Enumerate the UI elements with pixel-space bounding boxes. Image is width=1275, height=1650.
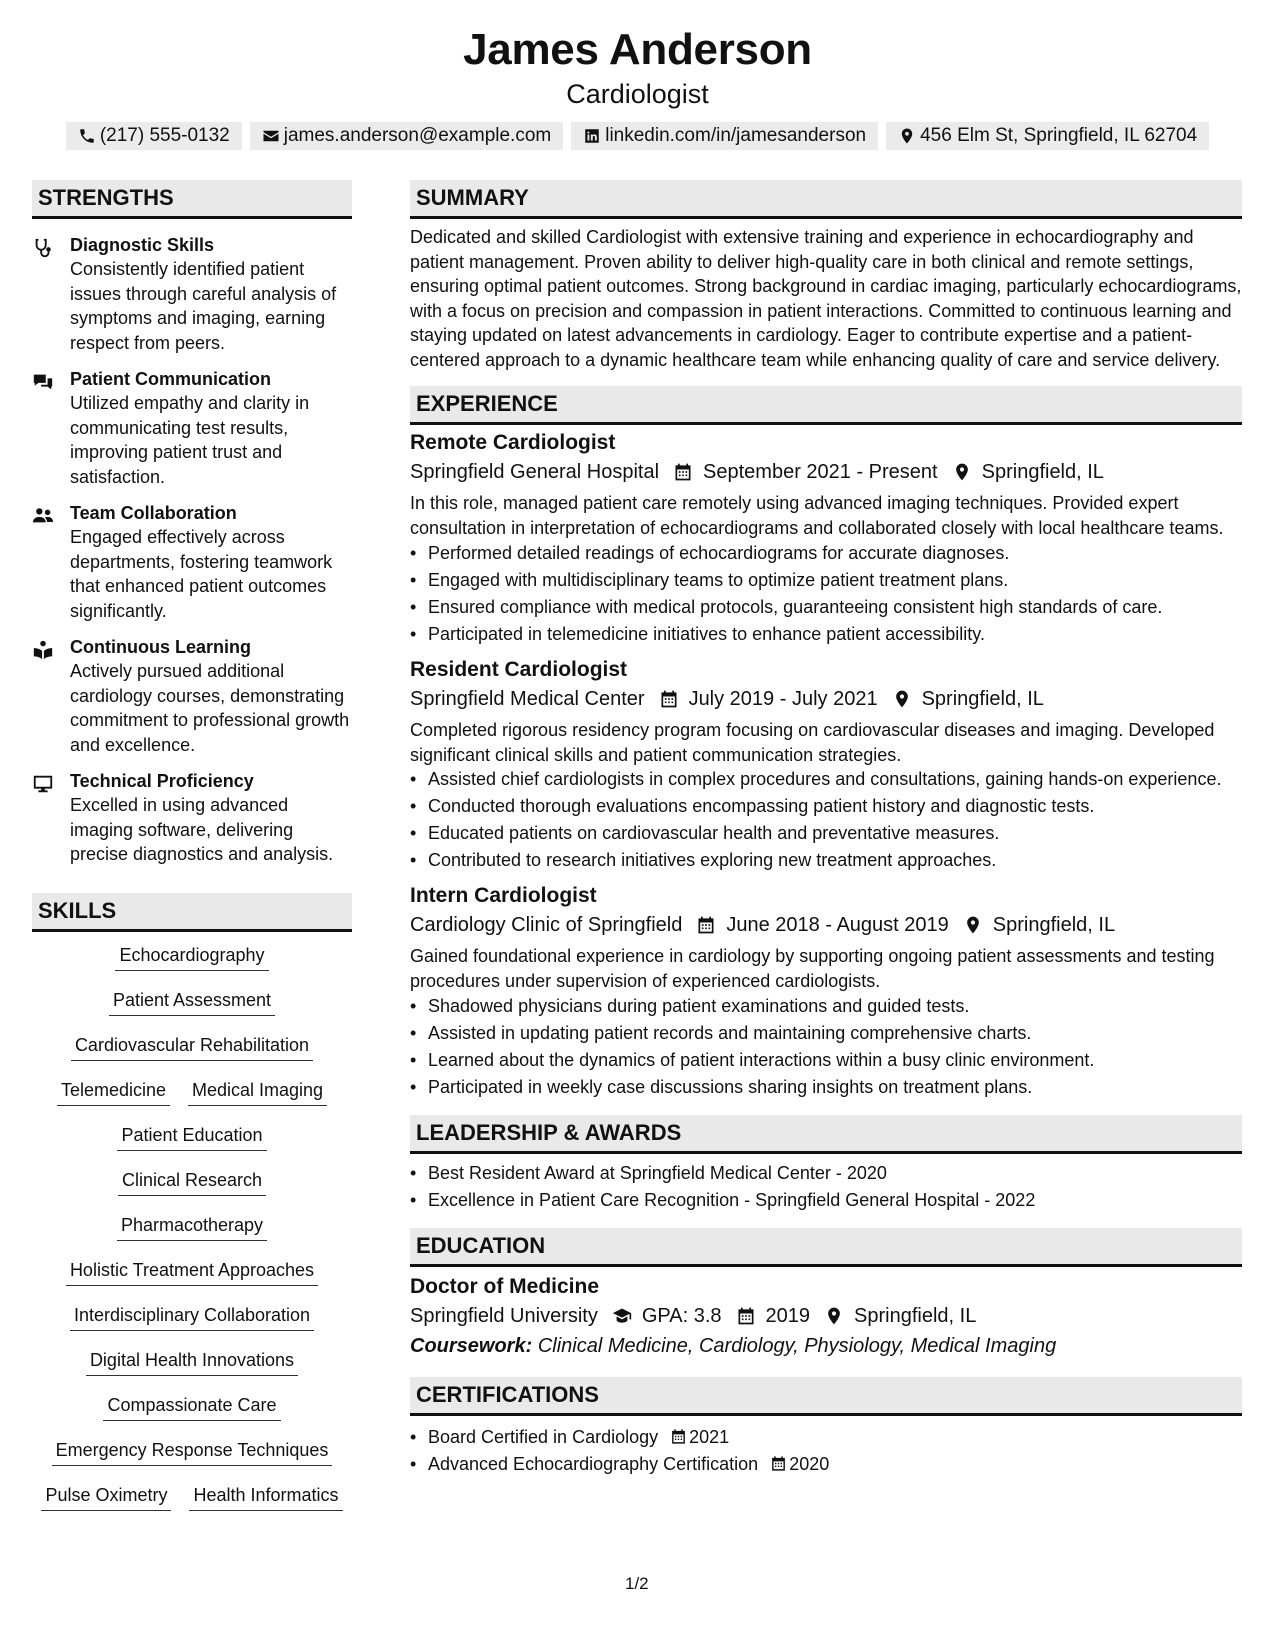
list-item: • Participated in telemedicine initiatives to enhance patient accessibility. — [410, 621, 1242, 648]
contact-address — [886, 122, 1209, 150]
list-item: • Excellence in Patient Care Recognition - Springfield General Hospital - 2022 — [410, 1187, 1242, 1214]
strength-item — [32, 635, 352, 757]
strength-description: Engaged effectively across departments, fostering teamwork that enhanced patient outcomes significantly. — [70, 527, 333, 621]
strength-item — [32, 501, 352, 623]
job-description: Gained foundational experience in cardiology by supporting ongoing patient assessments and testing procedures under supervision of experienced cardiologists. — [410, 946, 1215, 991]
list-item: • Ensured compliance with medical protocols, guaranteeing consistent high standards of care. — [410, 594, 1242, 621]
awards-list — [410, 1160, 1242, 1214]
graduation-cap-icon — [612, 1306, 632, 1326]
strengths-heading: STRENGTHS — [32, 180, 352, 219]
strength-title: Team Collaboration — [70, 503, 237, 523]
education-meta — [410, 1301, 1242, 1331]
list-item: • Engaged with multidisciplinary teams to optimize patient treatment plans. — [410, 567, 1242, 594]
job-entry — [410, 429, 1242, 648]
certification-name: Board Certified in Cardiology — [428, 1427, 659, 1447]
strength-title: Patient Communication — [70, 369, 272, 389]
skill-tag: Pulse Oximetry — [41, 1482, 171, 1511]
list-item: • Assisted chief cardiologists in complex procedures and consultations, gaining hands-on experience. — [410, 767, 1242, 793]
list-item: • Best Resident Award at Springfield Medical Center - 2020 — [410, 1160, 1242, 1187]
certification-year: 2020 — [789, 1454, 830, 1474]
list-item: • Educated patients on cardiovascular health and preventative measures. — [410, 820, 1242, 847]
calendar-icon — [659, 689, 679, 709]
map-pin-icon — [952, 462, 972, 482]
degree-title: Doctor of Medicine — [410, 1275, 600, 1298]
contact-linkedin[interactable] — [571, 122, 878, 150]
strength-description: Utilized empathy and clarity in communicating test results, improving patient trust and satisfaction. — [70, 393, 310, 487]
skill-tag: Pharmacotherapy — [117, 1212, 267, 1241]
map-pin-icon — [892, 689, 912, 709]
calendar-icon — [670, 1428, 687, 1445]
map-pin-icon — [963, 915, 983, 935]
summary-heading: SUMMARY — [410, 180, 1242, 219]
list-item: • Shadowed physicians during patient examinations and guided tests. — [410, 993, 1242, 1020]
education-entry — [410, 1273, 1242, 1361]
job-description: In this role, managed patient care remotely using advanced imaging techniques. Provided expert consultation in interpretation of echocardiograms and collaborated closely with local healthcare teams. — [410, 493, 1224, 538]
job-meta — [410, 457, 1242, 487]
comments-icon — [32, 371, 54, 393]
skill-tag: Compassionate Care — [103, 1392, 280, 1421]
job-description: Completed rigorous residency program focusing on cardiovascular diseases and imaging. Developed significant clinical skills and patient communication strategies. — [410, 720, 1215, 765]
skill-tag: Echocardiography — [115, 942, 268, 971]
strength-item — [32, 367, 352, 489]
strength-item — [32, 769, 352, 867]
calendar-icon — [736, 1306, 756, 1326]
contact-email[interactable] — [250, 122, 563, 150]
page-number: 1/2 — [625, 1574, 649, 1593]
list-item — [410, 1424, 1242, 1451]
calendar-icon — [770, 1455, 787, 1472]
job-meta — [410, 910, 1242, 940]
certifications-list — [410, 1424, 1242, 1478]
skill-tag: Digital Health Innovations — [86, 1347, 298, 1376]
job-location: Springfield, IL — [981, 461, 1104, 483]
skills-heading: SKILLS — [32, 893, 352, 932]
coursework-text: Clinical Medicine, Cardiology, Physiology, Medical Imaging — [537, 1335, 1057, 1357]
envelope-icon — [262, 127, 280, 145]
job-title: Remote Cardiologist — [410, 431, 616, 454]
calendar-icon — [673, 462, 693, 482]
skill-tag: Cardiovascular Rehabilitation — [71, 1032, 313, 1061]
strength-description: Consistently identified patient issues through careful analysis of symptoms and imaging, earning respect from peers. — [70, 259, 337, 353]
list-item: • Performed detailed readings of echocardiograms for accurate diagnoses. — [410, 540, 1242, 567]
skill-tag: Emergency Response Techniques — [52, 1437, 333, 1466]
right-column — [410, 180, 1242, 1478]
job-dates: June 2018 - August 2019 — [726, 914, 949, 936]
left-column — [32, 180, 352, 1527]
job-bullets — [410, 993, 1242, 1101]
job-title: Resident Cardiologist — [410, 658, 628, 681]
job-org: Springfield General Hospital — [410, 461, 660, 483]
education-year: 2019 — [765, 1305, 811, 1327]
skill-tag: Holistic Treatment Approaches — [66, 1257, 318, 1286]
awards-heading: LEADERSHIP & AWARDS — [410, 1115, 1242, 1154]
job-location: Springfield, IL — [992, 914, 1116, 936]
list-item: • Learned about the dynamics of patient interactions within a busy clinic environment. — [410, 1047, 1242, 1074]
contact-bar — [0, 122, 1275, 150]
desktop-icon — [32, 773, 54, 795]
job-dates: September 2021 - Present — [703, 461, 938, 483]
job-org: Cardiology Clinic of Springfield — [410, 914, 683, 936]
skill-tag: Patient Education — [117, 1122, 266, 1151]
contact-phone[interactable] — [66, 122, 242, 150]
strengths-list — [32, 219, 352, 867]
education-location: Springfield, IL — [854, 1305, 977, 1327]
skill-tag: Interdisciplinary Collaboration — [70, 1302, 314, 1331]
resume-header — [0, 0, 1275, 150]
strength-description: Excelled in using advanced imaging software, delivering precise diagnostics and analysis. — [70, 795, 334, 864]
summary-text: Dedicated and skilled Cardiologist with extensive training and experience in echocardiography and patient management. Proven ability to deliver high-quality care in both clinical and remote settings, ensuring optimal patient outcomes. Strong background in cardiac imaging, particularly echocardiograms, with a focus on precision and compassion in patient interactions. Committed to continuous learning and staying updated on latest advancements in cardiology. Eager to contribute expertise and a patient-centered approach to a dynamic healthcare team while enhancing quality of care and service delivery. — [410, 227, 1242, 370]
strength-title: Continuous Learning — [70, 637, 251, 657]
job-meta — [410, 684, 1242, 714]
map-pin-icon — [898, 127, 916, 145]
users-icon — [32, 505, 54, 527]
calendar-icon — [696, 915, 716, 935]
strength-description: Actively pursued additional cardiology courses, demonstrating commitment to professional growth and excellence. — [70, 661, 350, 755]
list-item: • Conducted thorough evaluations encompassing patient history and diagnostic tests. — [410, 793, 1242, 820]
skill-tag: Medical Imaging — [188, 1077, 327, 1106]
job-title: Intern Cardiologist — [410, 884, 597, 907]
strength-title: Diagnostic Skills — [70, 235, 215, 255]
coursework-label: Coursework: — [410, 1335, 533, 1357]
job-bullets — [410, 540, 1242, 648]
experience-heading: EXPERIENCE — [410, 386, 1242, 425]
list-item: • Participated in weekly case discussions sharing insights on treatment plans. — [410, 1074, 1242, 1101]
candidate-name: James Anderson — [463, 25, 812, 74]
address-text: 456 Elm St, Springfield, IL 62704 — [920, 125, 1198, 146]
list-item: • Assisted in updating patient records and maintaining comprehensive charts. — [410, 1020, 1242, 1047]
skill-tag: Telemedicine — [57, 1077, 170, 1106]
phone-icon — [78, 127, 96, 145]
skill-tag: Patient Assessment — [109, 987, 275, 1016]
school-name: Springfield University — [410, 1305, 598, 1327]
job-location: Springfield, IL — [921, 688, 1044, 710]
list-item: • Contributed to research initiatives exploring new treatment approaches. — [410, 847, 1242, 874]
email-text: james.anderson@example.com — [283, 125, 552, 146]
book-reader-icon — [32, 639, 54, 661]
strength-title: Technical Proficiency — [70, 771, 254, 791]
certifications-heading: CERTIFICATIONS — [410, 1377, 1242, 1416]
skill-tag: Health Informatics — [189, 1482, 342, 1511]
skills-list — [32, 932, 352, 1527]
skill-tag: Clinical Research — [118, 1167, 266, 1196]
job-entry — [410, 656, 1242, 874]
job-bullets — [410, 767, 1242, 874]
job-dates: July 2019 - July 2021 — [688, 688, 878, 710]
stethoscope-icon — [32, 237, 54, 259]
certification-year: 2021 — [689, 1427, 730, 1447]
job-entry — [410, 882, 1242, 1101]
job-org: Springfield Medical Center — [410, 688, 645, 710]
list-item — [410, 1451, 1242, 1478]
coursework — [410, 1331, 1242, 1361]
phone-text: (217) 555-0132 — [99, 125, 230, 146]
gpa: GPA: 3.8 — [641, 1305, 722, 1327]
linkedin-text: linkedin.com/in/jamesanderson — [605, 125, 867, 146]
linkedin-icon — [583, 127, 601, 145]
certification-name: Advanced Echocardiography Certification — [428, 1454, 759, 1474]
education-heading: EDUCATION — [410, 1228, 1242, 1267]
candidate-title: Cardiologist — [566, 79, 709, 109]
strength-item — [32, 233, 352, 355]
map-pin-icon — [824, 1306, 844, 1326]
